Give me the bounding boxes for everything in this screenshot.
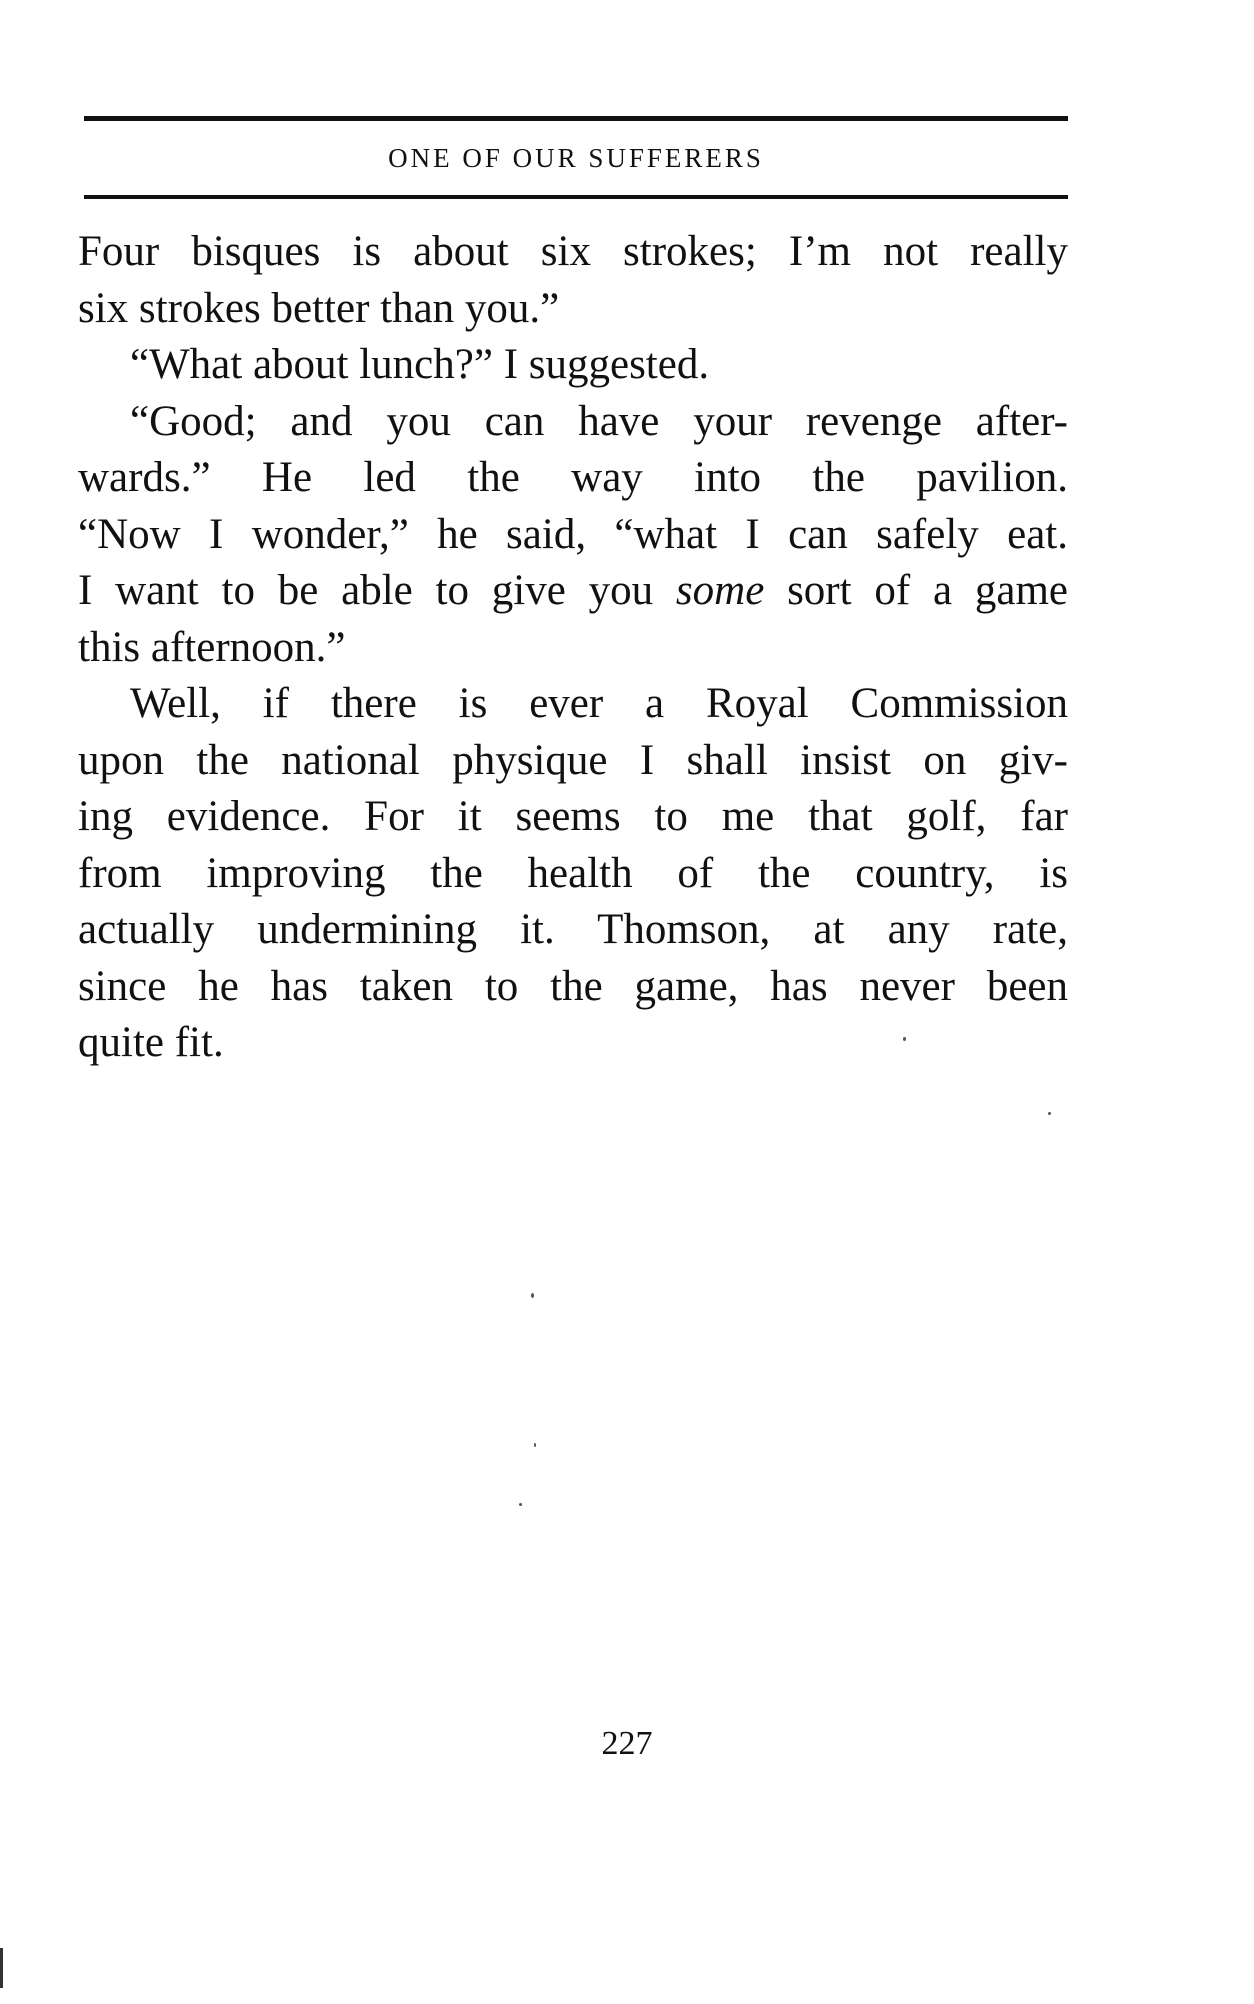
header-rule-top	[84, 116, 1068, 121]
text-line: ing evidence. For it seems to me that golf, far	[78, 793, 1068, 840]
text-line: Well, if there is ever a Royal Commission	[130, 680, 1068, 727]
italic-emphasis: some	[675, 567, 765, 614]
text-line: wards.” He led the way into the pavilion.	[78, 454, 1068, 501]
body-text	[78, 224, 1068, 1072]
text-line	[78, 563, 1068, 620]
text-run: sort of a game	[764, 567, 1068, 614]
print-speck	[903, 1037, 906, 1041]
text-line: actually undermining it. Thomson, at any rate,	[78, 906, 1068, 953]
scan-edge-mark	[0, 1948, 3, 1988]
text-line: “What about lunch?” I suggested.	[130, 341, 710, 388]
page-number: 227	[601, 1725, 653, 1762]
text-line: upon the national physique I shall insist on giv-	[78, 736, 1068, 784]
text-line: from improving the health of the country, is	[78, 849, 1068, 897]
text-line: since he has taken to the game, has never been	[78, 962, 1068, 1010]
text-line: six strokes better than you.”	[78, 284, 560, 332]
print-speck	[1048, 1112, 1051, 1115]
print-speck	[531, 1293, 534, 1298]
print-speck	[519, 1503, 522, 1506]
text-line: Four bisques is about six strokes; I’m not really	[78, 228, 1068, 275]
text-line: “Now I wonder,” he said, “what I can safely eat.	[78, 510, 1068, 558]
text-run: I want to be able to give you	[78, 567, 676, 614]
text-line: “Good; and you can have your revenge after-	[130, 397, 1068, 445]
header-rule-bottom	[84, 195, 1068, 199]
print-speck	[534, 1443, 536, 1447]
text-line: quite fit.	[78, 1019, 224, 1066]
text-line: this afternoon.”	[78, 623, 346, 671]
running-head: ONE OF OUR SUFFERERS	[388, 143, 764, 173]
